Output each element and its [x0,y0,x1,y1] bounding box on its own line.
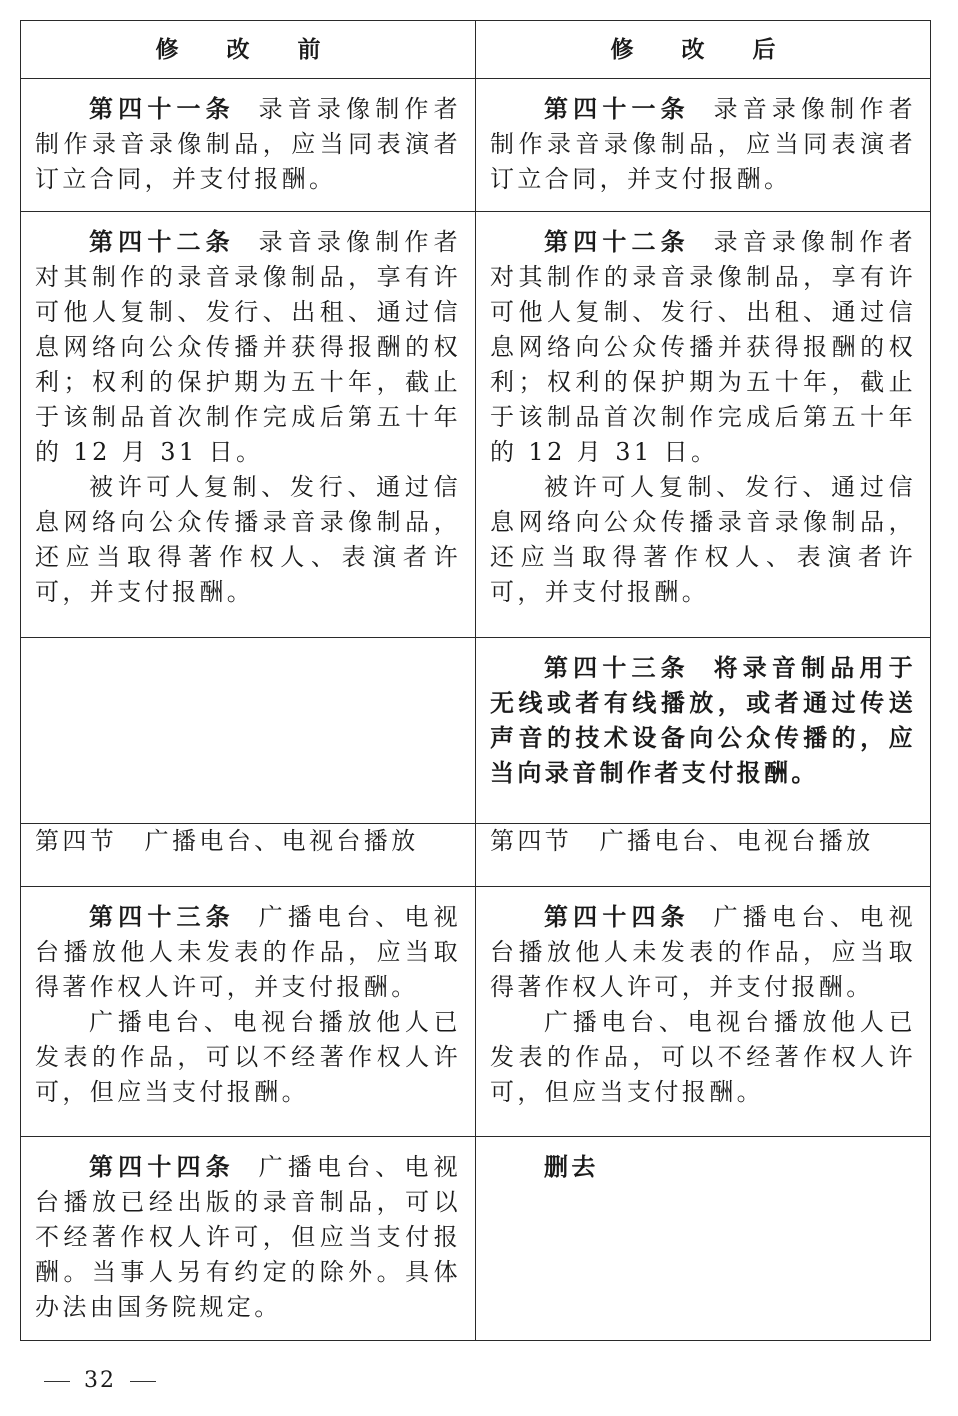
article-text: 录音录像制作者制作录音录像制品，应当同表演者订立合同，并支付报酬。 [35,95,461,193]
paragraph [490,1149,916,1185]
cell-before [21,79,476,212]
paragraph [490,91,916,197]
table-row [21,1137,931,1341]
article-text: 录音录像制作者制作录音录像制品，应当同表演者订立合同，并支付报酬。 [490,95,916,193]
paragraph: 广播电台、电视台播放他人已发表的作品，可以不经著作权人许可，但应当支付报酬。 [490,1008,916,1106]
article-number: 第四十二条 [544,227,690,256]
dash-right [130,1381,156,1382]
section-row [21,824,931,887]
paragraph: 广播电台、电视台播放他人已发表的作品，可以不经著作权人许可，但应当支付报酬。 [35,1008,461,1106]
page-number [30,1368,170,1393]
paragraph [490,224,916,470]
article-text: 广播电台、电视台播放已经出版的录音制品，可以不经著作权人许可，但应当支付报酬。当事人另有约定的除外。具体办法由国务院规定。 [35,1153,461,1321]
cell-before [21,887,476,1137]
table-row [21,887,931,1137]
cell-after [476,212,931,638]
section-before: 第四节 广播电台、电视台播放 [21,824,476,887]
cell-before [21,212,476,638]
header-before: 修 改 前 [21,21,476,79]
article-text: 广播电台、电视台播放他人未发表的作品，应当取得著作权人许可，并支付报酬。 [35,903,461,1001]
table-row [21,212,931,638]
comparison-table [20,20,931,1341]
paragraph [35,91,461,197]
cell-after [476,79,931,212]
article-number: 第四十二条 [89,227,235,256]
header-after: 修 改 后 [476,21,931,79]
article-text: 广播电台、电视台播放他人未发表的作品，应当取得著作权人许可，并支付报酬。 [490,903,916,1001]
paragraph: 被许可人复制、发行、通过信息网络向公众传播录音录像制品，还应当取得著作权人、表演者许可，并支付报酬。 [35,473,461,606]
article-text: 将录音制品用于无线或者有线播放，或者通过传送声音的技术设备向公众传播的，应当向录音制作者支付报酬。 [490,653,916,787]
paragraph [490,899,916,1005]
article-number: 第四十四条 [89,1152,235,1181]
table-row [21,638,931,824]
article-number: 第四十三条 [89,902,235,931]
table-row [21,79,931,212]
deleted-label: 删去 [544,1152,599,1181]
cell-before [21,638,476,824]
paragraph [35,1149,461,1325]
header-row [21,21,931,79]
page-number-text: 32 [84,1368,116,1393]
cell-before [21,1137,476,1341]
article-number: 第四十三条 [544,653,690,682]
paragraph [35,899,461,1005]
paragraph: 被许可人复制、发行、通过信息网络向公众传播录音录像制品，还应当取得著作权人、表演者许可，并支付报酬。 [490,473,916,606]
cell-after [476,1137,931,1341]
article-number: 第四十一条 [544,94,690,123]
article-number: 第四十一条 [89,94,235,123]
paragraph [490,650,916,790]
section-after: 第四节 广播电台、电视台播放 [476,824,931,887]
article-number: 第四十四条 [544,902,690,931]
cell-after [476,887,931,1137]
cell-after [476,638,931,824]
article-text: 录音录像制作者对其制作的录音录像制品，享有许可他人复制、发行、出租、通过信息网络向公众传播并获得报酬的权利；权利的保护期为五十年，截止于该制品首次制作完成后第五十年的 12 月 31 日。 [490,228,916,466]
article-text: 录音录像制作者对其制作的录音录像制品，享有许可他人复制、发行、出租、通过信息网络向公众传播并获得报酬的权利；权利的保护期为五十年，截止于该制品首次制作完成后第五十年的 12 月 31 日。 [35,228,461,466]
paragraph [35,224,461,470]
dash-left [44,1381,70,1382]
